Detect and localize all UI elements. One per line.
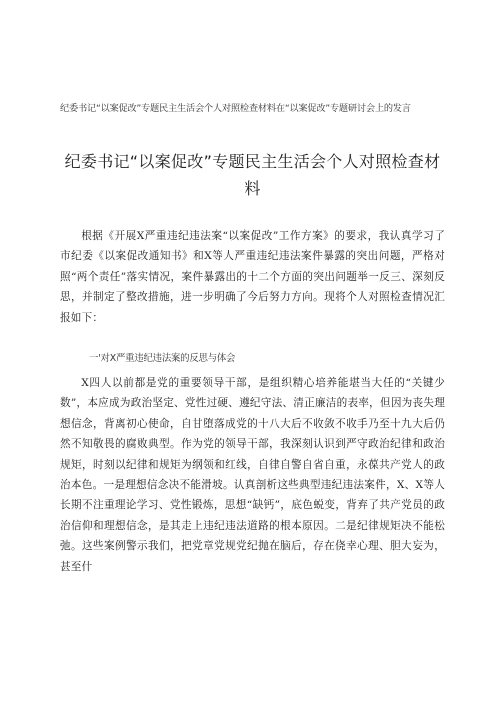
document-header-note: 纪委书记“以案促改”专题民主生活会个人对照检查材料在“以案促改”专题研讨会上的发言: [60, 103, 411, 114]
document-title: 纪委书记“以案促改”专题民主生活会个人对照检查材料: [64, 152, 441, 198]
section-heading-1: 一'对X严重违纪违法案的反思与体会: [89, 353, 236, 364]
paragraph-intro: 根据《开展X严重违纪违法案“以案促改”工作方案》的要求，我认真学习了市纪委《以案促改通知书》和X等人严重违纪违法案件暴露的突出问题，严格对照“两个责任”落实情况，案件暴露出的十二个方面的突出问题举一反三、深刻反思，并制定了整改措施，进一步明确了今后努力方向。现将个人对照检查情况汇报如下：: [60, 230, 445, 324]
paragraph-section-1: X四人以前都是党的重要领导干部，是组织精心培养能堪当大任的“关键少数”，本应成为政治坚定、党性过硬、遵纪守法、清正廉洁的表率，但因为丧失理想信念，背离初心使命，自甘堕落成党的十八大后不收敛不收手乃至十九大后仍然不知敬畏的腐败典型。作为党的领导干部，我深刻认识到严守政治纪律和政治规矩，时刻以纪律和规矩为纲领和红线，自律自警自省自重，永葆共产党人的政治本色。一是理想信念决不能滑坡。认真剖析这些典型违纪违法案件，X、X等人长期不注重理论学习、党性锻炼，思想“缺钙”，底色蜕变，背弃了共产党员的政治信仰和理想信念，是其走上违纪违法道路的根本原因。二是纪律规矩决不能松弛。这些案例警示我们，把党章党规党纪抛在脑后，存在侥幸心理、胆大妄为，甚至什: [60, 377, 445, 573]
